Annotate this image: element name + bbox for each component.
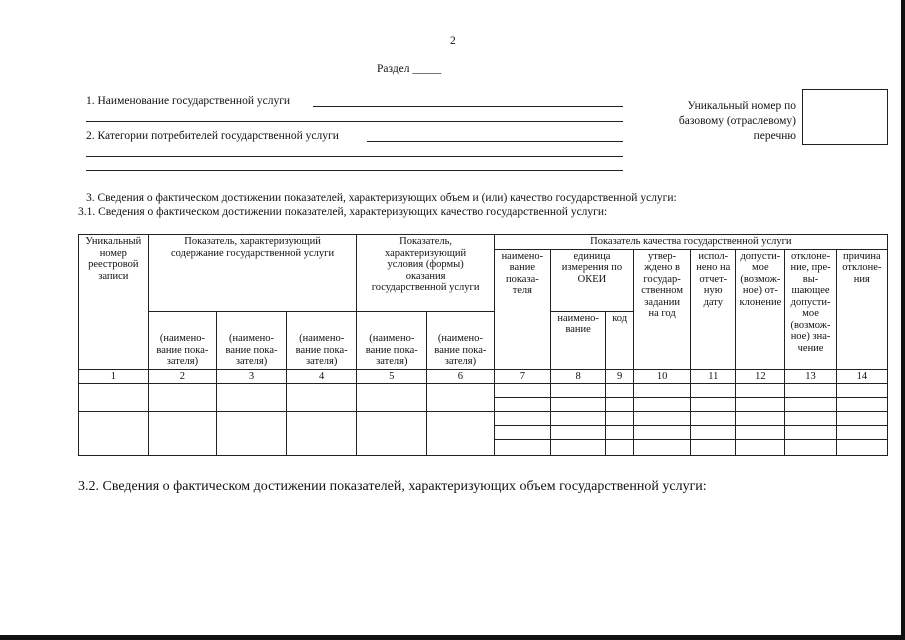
header-quality-indicator: Показатель качества государственной услуги — [494, 235, 887, 250]
col-num-12: 12 — [736, 369, 785, 384]
heading-3-1: 3.1. Сведения о фактическом достижении показателей, характеризующих качество государственной услуги: — [78, 206, 608, 218]
header-allowed-deviation: допусти- мое (возмож- ное) от- клонение — [736, 249, 785, 369]
consumer-categories-line[interactable] — [367, 141, 623, 142]
header-approved: утвер- ждено в государ- ственном задании на год — [633, 249, 690, 369]
col-num-8: 8 — [551, 369, 606, 384]
service-name-line-2[interactable] — [86, 121, 623, 122]
table-row[interactable] — [79, 412, 888, 426]
unique-number-line3: перечню — [753, 130, 796, 142]
header-unit-code: код — [606, 311, 634, 369]
column-numbers-row — [79, 369, 888, 384]
header-indicator-col6: (наимено- вание пока- зателя) — [427, 311, 495, 369]
header-conditions-indicator: Показатель, характеризующий условия (формы) оказания государственной услуги — [357, 235, 494, 312]
header-content-indicator: Показатель, характеризующий содержание государственной услуги — [148, 235, 357, 312]
scan-edge-bottom — [0, 635, 905, 640]
col-num-11: 11 — [691, 369, 736, 384]
header-indicator-col3: (наимено- вание пока- зателя) — [217, 311, 287, 369]
header-indicator-col2: (наимено- вание пока- зателя) — [148, 311, 217, 369]
section-blank[interactable]: _____ — [412, 63, 442, 75]
col-num-9: 9 — [606, 369, 634, 384]
service-name-label: 1. Наименование государственной услуги — [86, 95, 291, 107]
consumer-categories-line-2[interactable] — [86, 156, 623, 157]
col-num-7: 7 — [494, 369, 550, 384]
unique-number-label — [660, 99, 796, 144]
header-registry-number: Уникальный номер реестровой записи — [79, 235, 149, 370]
col-num-4: 4 — [286, 369, 357, 384]
header-indicator-col4: (наимено- вание пока- зателя) — [286, 311, 357, 369]
header-indicator-col5: (наимено- вание пока- зателя) — [357, 311, 427, 369]
heading-3-2: 3.2. Сведения о фактическом достижении показателей, характеризующих объем государственной услуги: — [78, 479, 707, 494]
col-num-14: 14 — [836, 369, 887, 384]
unique-number-line2: базовому (отраслевому) — [678, 115, 796, 127]
header-unit-okei: единица измерения по ОКЕИ — [551, 249, 634, 311]
section-label — [377, 63, 441, 76]
scan-edge-right — [901, 0, 905, 640]
col-num-3: 3 — [217, 369, 287, 384]
unique-number-line1: Уникальный номер по — [687, 100, 796, 112]
consumer-categories-label: 2. Категории потребителей государственной услуги — [86, 130, 339, 142]
page-number: 2 — [450, 35, 456, 47]
col-num-2: 2 — [148, 369, 217, 384]
table-row[interactable] — [79, 384, 888, 398]
header-indicator-name: наимено- вание показа- теля — [494, 249, 550, 369]
consumer-categories-line-3[interactable] — [86, 170, 623, 171]
col-num-6: 6 — [427, 369, 495, 384]
section-label-text: Раздел — [377, 63, 410, 75]
unique-number-box[interactable] — [802, 89, 888, 145]
service-name-line[interactable] — [313, 106, 623, 107]
heading-3: 3. Сведения о фактическом достижении показателей, характеризующих объем и (или) качество государственной услуги: — [86, 192, 677, 204]
header-unit-name: наимено- вание — [551, 311, 606, 369]
header-deviation-reason: причина отклоне- ния — [836, 249, 887, 369]
col-num-13: 13 — [785, 369, 836, 384]
header-executed: испол- нено на отчет- ную дату — [691, 249, 736, 369]
header-exceeding-deviation: отклоне- ние, пре- вы- шающее допусти- мое (возмож- ное) зна- чение — [785, 249, 836, 369]
col-num-5: 5 — [357, 369, 427, 384]
quality-indicators-table — [78, 234, 888, 456]
col-num-10: 10 — [633, 369, 690, 384]
col-num-1: 1 — [79, 369, 149, 384]
